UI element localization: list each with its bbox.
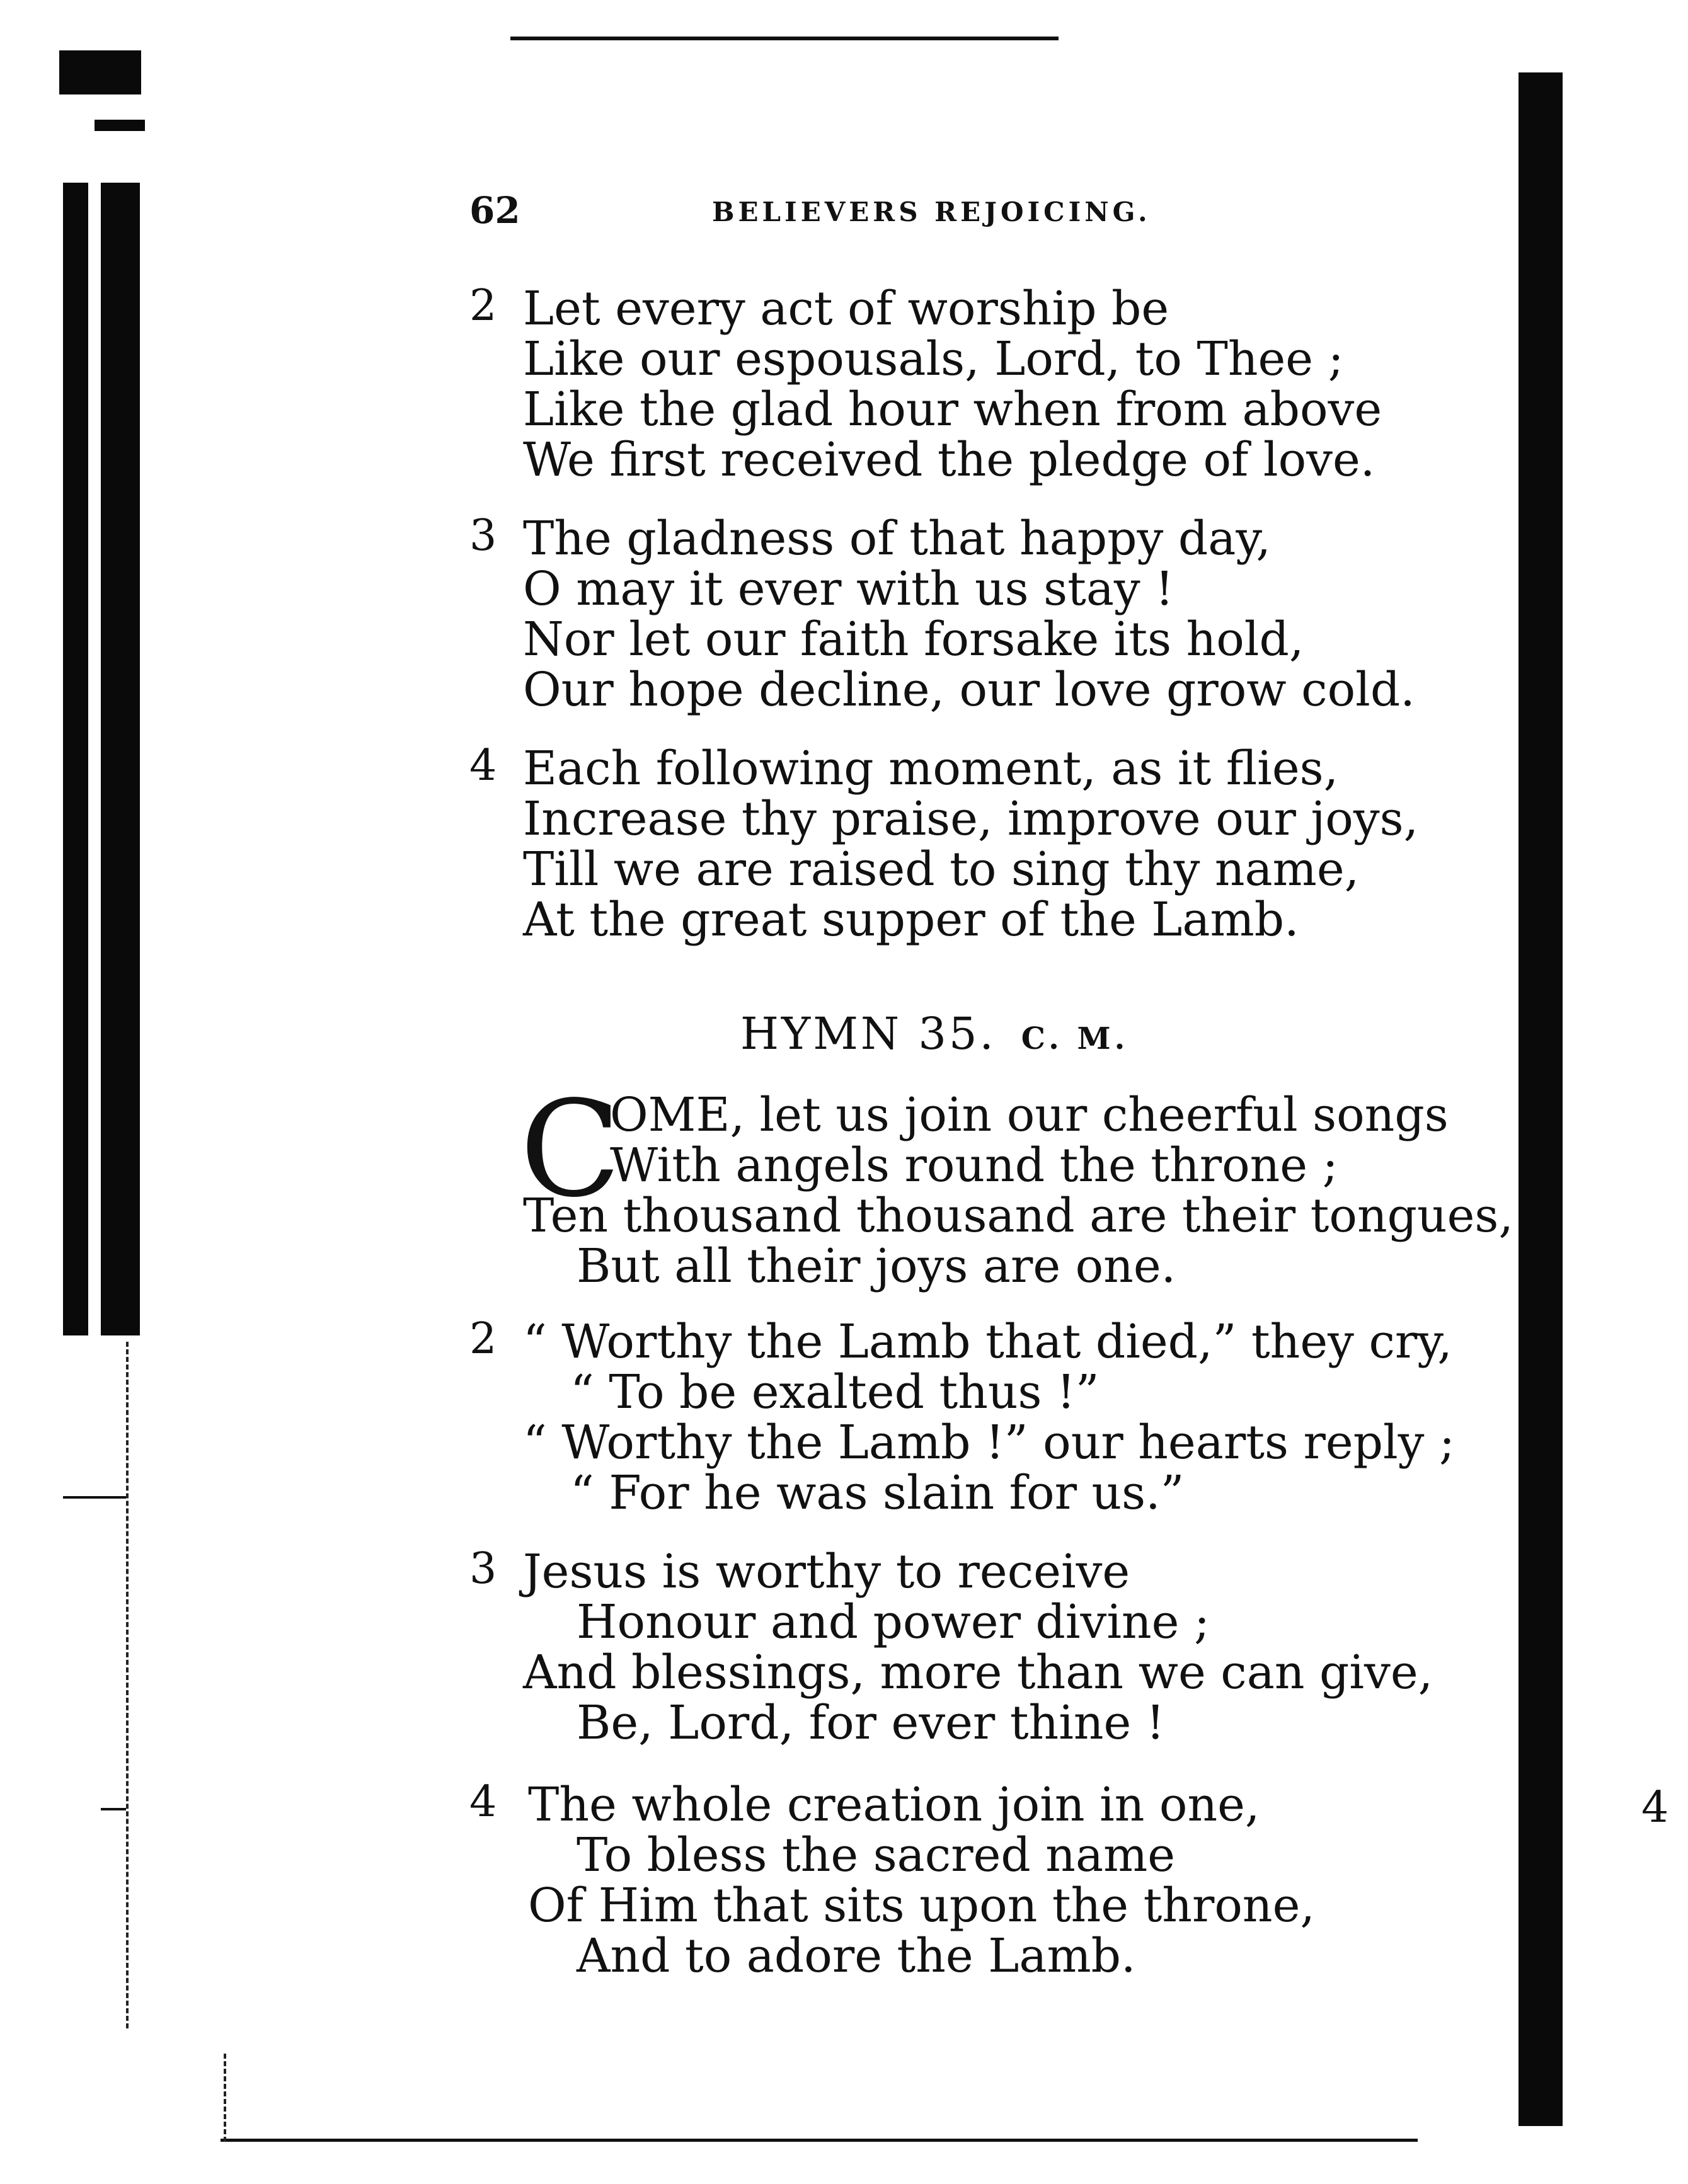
verse-line: Like the glad hour when from above: [523, 382, 1382, 437]
verse-line: Be, Lord, for ever thine !: [577, 1696, 1165, 1750]
left-dotted-margin: [126, 1342, 129, 2028]
verse-line: “ Worthy the Lamb that died,” they cry,: [523, 1315, 1452, 1369]
verse-line: OME, let us join our cheerful songs: [610, 1088, 1449, 1142]
verse-line: With angels round the throne ;: [610, 1138, 1338, 1192]
left-tick-2: [101, 1808, 126, 1810]
verse-line: “ For he was slain for us.”: [570, 1466, 1185, 1520]
verse-line: To bless the sacred name: [577, 1828, 1176, 1882]
running-head: BELIEVERS REJOICING.: [712, 197, 1151, 227]
hymn-title: HYMN 35.: [740, 1008, 996, 1060]
verse-line: Ten thousand thousand are their tongues,: [523, 1189, 1513, 1243]
verse-line: Till we are raised to sing thy name,: [523, 842, 1360, 896]
verse-line: Our hope decline, our love grow cold.: [523, 663, 1415, 717]
stanza-number: 3: [469, 511, 497, 561]
verse-line: “ To be exalted thus !”: [570, 1365, 1099, 1419]
verse-line: The whole creation join in one,: [528, 1778, 1260, 1832]
verse-line: Of Him that sits upon the throne,: [528, 1878, 1315, 1933]
bottom-rule: [221, 2139, 1418, 2142]
stanza-number: 4: [469, 1777, 497, 1827]
margin-number: 4: [1641, 1783, 1669, 1832]
verse-line: Let every act of worship be: [523, 282, 1169, 336]
hymn-meter: C. M.: [1021, 1021, 1129, 1056]
stanza-number: 3: [469, 1544, 497, 1594]
stanza-number: 4: [469, 741, 497, 791]
left-binding-bar-2: [101, 183, 140, 1335]
verse-line: At the great supper of the Lamb.: [523, 893, 1299, 947]
verse-line: But all their joys are one.: [577, 1239, 1176, 1293]
verse-line: We first received the pledge of love.: [523, 433, 1375, 487]
verse-line: Jesus is worthy to receive: [523, 1545, 1130, 1599]
left-binding-block-top: [59, 50, 141, 94]
bottom-left-dotted: [224, 2054, 226, 2142]
top-rule: [510, 37, 1059, 40]
stanza-number: 2: [469, 1314, 497, 1364]
verse-line: And blessings, more than we can give,: [523, 1645, 1433, 1700]
verse-line: “ Worthy the Lamb !” our hearts reply ;: [523, 1415, 1455, 1470]
verse-line: Like our espousals, Lord, to Thee ;: [523, 332, 1344, 386]
left-tick-1: [63, 1496, 126, 1499]
verse-line: Nor let our faith forsake its hold,: [523, 612, 1304, 666]
verse-line: Increase thy praise, improve our joys,: [523, 792, 1419, 846]
page-number: 62: [469, 189, 520, 232]
left-binding-block-small: [95, 120, 145, 131]
right-binding-bar: [1519, 72, 1563, 2126]
left-binding-bar: [63, 183, 88, 1335]
verse-line: O may it ever with us stay !: [523, 562, 1174, 616]
verse-line: Honour and power divine ;: [577, 1595, 1210, 1649]
verse-line: The gladness of that happy day,: [523, 512, 1271, 566]
hymn-heading: [740, 1008, 1128, 1060]
verse-line: And to adore the Lamb.: [577, 1929, 1136, 1983]
stanza-number: 2: [469, 281, 497, 331]
drop-cap: C: [520, 1072, 621, 1226]
verse-line: Each following moment, as it flies,: [523, 741, 1339, 796]
